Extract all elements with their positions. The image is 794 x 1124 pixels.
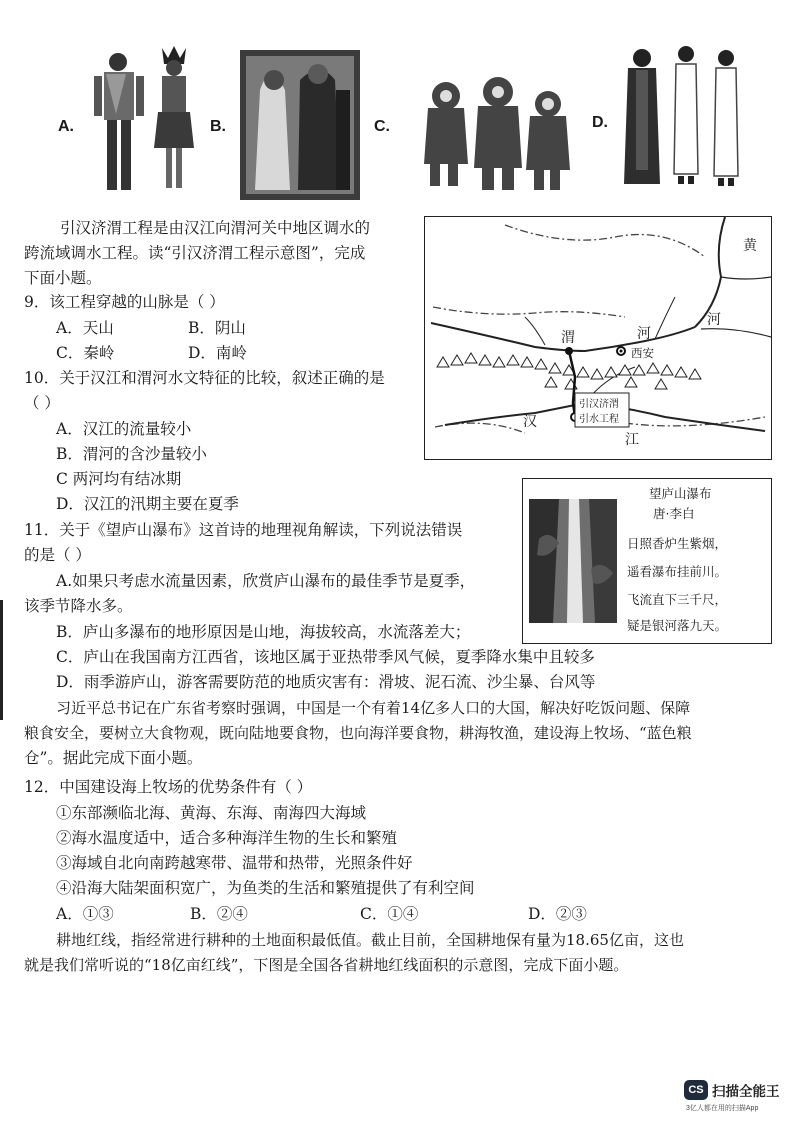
q11-option-d: D．雨季游庐山，游客需要防范的地质灾害有：滑坡、泥石流、沙尘暴、台风等 — [56, 673, 596, 691]
poem-line-2: 遥看瀑布挂前川。 — [627, 564, 728, 579]
q9-option-b: B．阴山 — [188, 319, 246, 337]
q12-option-d: D．②③ — [528, 905, 587, 923]
q9-option-a: A．天山 — [56, 319, 114, 337]
intro-ocean-line-2: 粮食安全，要树立大食物观，既向陆地要食物，也向海洋要食物，耕海牧渔，建设海上牧场、“蓝色粮 — [24, 724, 692, 742]
q11-option-c: C．庐山在我国南方江西省，该地区属于亚热带季风气候，夏季降水集中且较多 — [56, 648, 595, 666]
costume-image-a — [90, 44, 200, 200]
map-label-project-1: 引汉济渭 — [579, 399, 619, 410]
image-label-b: B. — [210, 118, 226, 135]
watermark-subtitle: 3亿人都在用的扫描App — [686, 1105, 759, 1112]
map-label-han: 汉 — [523, 414, 537, 430]
scan-edge-mark — [0, 600, 3, 720]
image-label-c: C. — [374, 118, 390, 135]
intro-yinhan-line-2: 跨流域调水工程。读“引汉济渭工程示意图”，完成 — [24, 244, 366, 262]
lushan-waterfall-image — [529, 499, 617, 623]
costume-image-b — [240, 50, 360, 200]
poem-line-3: 飞流直下三千尺， — [627, 592, 728, 607]
yinhan-jiwei-map — [424, 216, 772, 460]
intro-farmland-line-2: 就是我们常听说的“18亿亩红线”，下图是全国各省耕地红线面积的示意图，完成下面小题。 — [24, 956, 629, 974]
poem-line-4: 疑是银河落九天。 — [627, 618, 728, 633]
map-label-xian: 西安 — [631, 346, 654, 360]
q10-option-a: A．汉江的流量较小 — [56, 420, 192, 438]
map-label-wei: 渭 — [561, 330, 575, 346]
intro-yinhan-line-1: 引汉济渭工程是由汉江向渭河关中地区调水的 — [60, 219, 371, 237]
q11-stem-line-1: 11．关于《望庐山瀑布》这首诗的地理视角解读，下列说法错误 — [24, 521, 463, 539]
q10-option-c: C 两河均有结冰期 — [56, 470, 182, 488]
q12-option-b: B．②④ — [190, 905, 248, 923]
q10-stem-line-2: （ ） — [24, 394, 60, 412]
poem-line-1: 日照香炉生紫烟， — [627, 536, 728, 551]
costume-image-d — [620, 44, 750, 190]
map-label-he-right: 河 — [707, 312, 721, 328]
q12-item-3: ③海域自北向南跨越寒带、温带和热带，光照条件好 — [56, 854, 413, 872]
intro-ocean-line-1: 习近平总书记在广东省考察时强调，中国是一个有着14亿多人口的大国，解决好吃饭问题、保障 — [56, 699, 691, 717]
map-label-huang: 黄 — [743, 238, 757, 254]
q12-option-c: C．①④ — [360, 905, 419, 923]
watermark-brand: 扫描全能王 — [712, 1084, 780, 1099]
q12-stem: 12．中国建设海上牧场的优势条件有（ ） — [24, 778, 313, 796]
q9-option-c: C．秦岭 — [56, 344, 115, 362]
scanner-watermark — [684, 1078, 784, 1116]
q9-stem: 9．该工程穿越的山脉是（ ） — [24, 293, 225, 311]
image-label-d: D. — [592, 114, 608, 131]
costume-image-c — [418, 74, 578, 194]
q12-item-1: ①东部濒临北海、黄海、东海、南海四大海域 — [56, 804, 367, 822]
camscanner-logo-icon: CS — [684, 1080, 708, 1100]
intro-ocean-line-3: 仓”。据此完成下面小题。 — [24, 749, 203, 767]
q11-option-b: B．庐山多瀑布的地形原因是山地，海拔较高，水流落差大； — [56, 623, 471, 641]
poem-box — [522, 478, 772, 644]
poem-author: 唐·李白 — [653, 506, 695, 521]
q10-option-d: D．汉江的汛期主要在夏季 — [56, 495, 239, 513]
intro-yinhan-line-3: 下面小题。 — [24, 269, 102, 287]
intro-farmland-line-1: 耕地红线，指经常进行耕种的土地面积最低值。截止目前，全国耕地保有量为18.65亿亩，这也 — [56, 931, 684, 949]
q11-stem-line-2: 的是（ ） — [24, 546, 91, 564]
q12-option-a: A．①③ — [56, 905, 114, 923]
poem-title: 望庐山瀑布 — [649, 486, 712, 501]
map-label-project-2: 引水工程 — [579, 414, 619, 425]
q11-option-a-line-1: A.如果只考虑水流量因素，欣赏庐山瀑布的最佳季节是夏季， — [56, 572, 476, 590]
image-label-a: A. — [58, 118, 74, 135]
map-label-jiang: 江 — [625, 432, 639, 448]
q11-option-a-line-2: 该季节降水多。 — [24, 597, 133, 615]
map-label-he-mid: 河 — [637, 326, 651, 342]
q10-option-b: B．渭河的含沙量较小 — [56, 445, 207, 463]
q12-item-2: ②海水温度适中，适合多种海洋生物的生长和繁殖 — [56, 829, 398, 847]
q10-stem-line-1: 10．关于汉江和渭河水文特征的比较，叙述正确的是 — [24, 369, 385, 387]
q9-option-d: D．南岭 — [188, 344, 247, 362]
q12-item-4: ④沿海大陆架面积宽广，为鱼类的生活和繁殖提供了有利空间 — [56, 879, 475, 897]
